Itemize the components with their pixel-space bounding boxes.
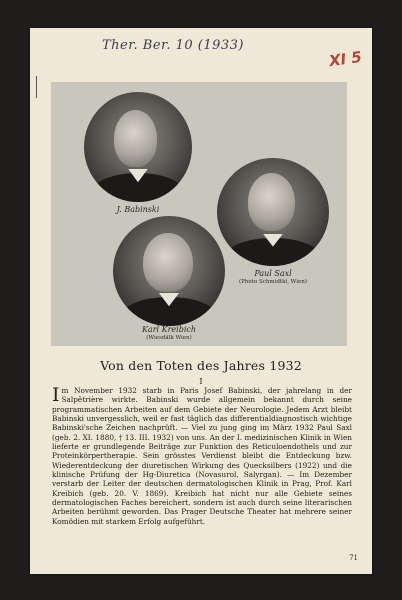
portrait-saxl bbox=[217, 158, 329, 266]
article-body-text: m November 1932 starb in Paris Josef Babinski, der jahrelang in der Salpêtrière wirkte. Babinski wurde allgemein bekannt durch seine programmatischen Arbeiten auf dem Gebiete der Neurologie. Jedem Arzt bleibt Babinski unvergesslich, weil er fast täglich das differentialdiagnostisch wichtige Babinski'sche Zeichen nachprüft. — Viel zu jung ging im März 1932 Paul Saxl (geb. 2. XI. 1880, † 13. III. 1932) von uns. An der I. medizinischen Klinik in Wien lieferte er grundlegende Beiträge zur Funktion des Reticuloendothels und zur Proteinkörpertherapie. Sein grösstes Verdienst bleibt die Entdeckung bzw. Wiederentdeckung der diuretischen Wirkung des Quecksilbers (1922) und die klinische Prüfung der Hg-Diuretica (Novasurol, Salyrgan). — Im Dezember verstarb der Leiter der deutschen dermatologischen Klinik in Prag, Prof. Karl Kreibich (geb. 20. V. 1869). Kreibich hat nicht nur alle Gebiete seines dermatologischen Faches bereichert, sondern ist auch durch seine literarischen Arbeiten berühmt geworden. Das Prager Deutsche Theater hat mehrere seiner Komödien mit starkem Erfolg aufgeführt. bbox=[52, 386, 352, 526]
margin-mark bbox=[36, 76, 37, 98]
document-page bbox=[30, 28, 372, 574]
red-pencil-mark: XI 5 bbox=[328, 47, 364, 71]
caption-name: J. Babinski bbox=[116, 205, 160, 214]
drop-cap: I bbox=[52, 384, 60, 406]
portrait-babinski bbox=[84, 92, 192, 202]
caption-name: Paul Saxl bbox=[254, 269, 292, 278]
portrait-photo-panel bbox=[51, 82, 347, 346]
caption-credit: (Photo Schmidtkí, Wien) bbox=[239, 278, 307, 285]
portrait-kreibich bbox=[113, 216, 225, 326]
caption-name: Karl Kreibich bbox=[141, 325, 197, 334]
caption-credit: (Wiesdälk Wien) bbox=[146, 334, 192, 341]
handwritten-citation: Ther. Ber. 10 (1933) bbox=[102, 38, 244, 53]
caption-kreibich bbox=[113, 326, 225, 341]
caption-babinski bbox=[84, 206, 192, 215]
article-body bbox=[52, 386, 352, 526]
caption-saxl bbox=[217, 270, 329, 285]
section-numeral: I bbox=[199, 377, 203, 386]
page-number: 71 bbox=[349, 554, 358, 562]
article-title: Von den Toten des Jahres 1932 bbox=[100, 358, 302, 373]
